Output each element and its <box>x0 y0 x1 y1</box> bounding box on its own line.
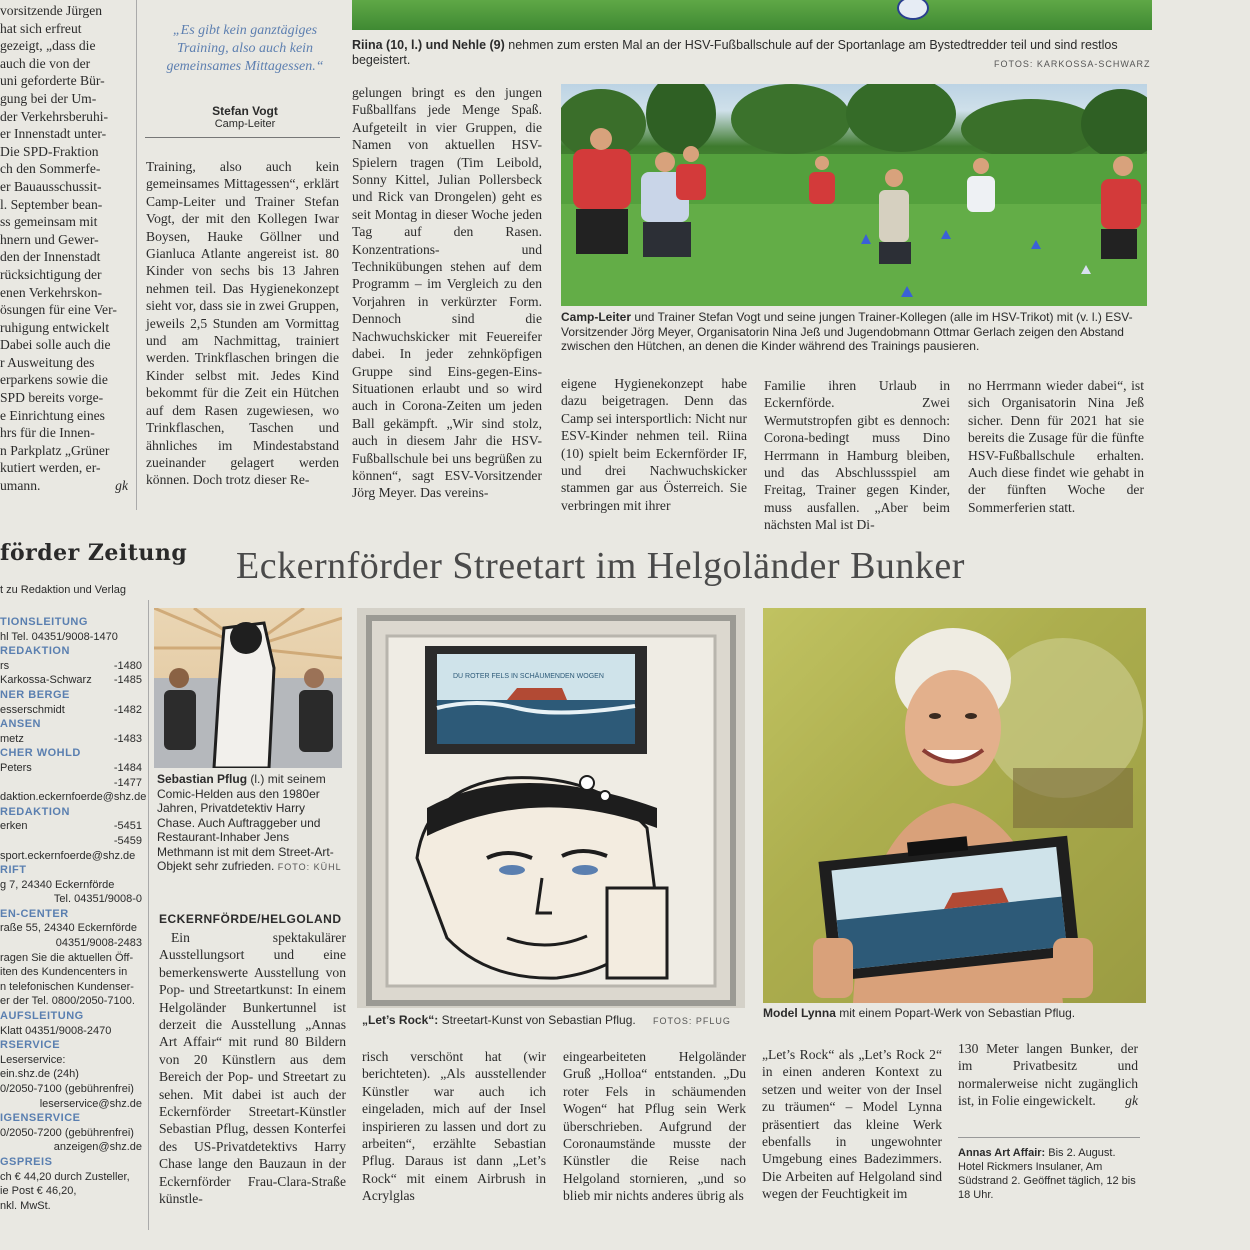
impressum-label: ein.shz.de (24h) <box>0 1068 79 1081</box>
impressum-label: ragen Sie die aktuellen Öff- <box>0 951 134 964</box>
article2-kicker: ECKERNFÖRDE/HELGOLAND <box>159 912 342 926</box>
impressum-row <box>0 834 142 849</box>
article2-col4: „Let’s Rock“ als „Let’s Rock 2“ in einen anderen Kontext zu setzen und weiter von der Insel zu träumen“ – Model Lynna präsentiert das kleine Werk ebenfalls in ungewohnter Umgebung eines Badezimmers. Die Arbeiten auf Helgoland sind wegen der Feuchtigkeit im <box>762 1047 942 1202</box>
impressum-row <box>0 878 142 893</box>
impressum-heading: AUFSLEITUNG <box>0 1010 84 1023</box>
top-photo-caption: Riina (10, l.) und Nehle (9) nehmen zum ersten Mal an der HSV-Fußballschule auf der Sportanlage am Bystedtredder teil und sind restlos begeistert. <box>352 38 1118 67</box>
model-photo <box>763 608 1146 1003</box>
impressum-row <box>0 892 142 907</box>
left-column-line: den der Innenstadt <box>0 249 101 265</box>
impressum-row <box>0 980 142 995</box>
left-column-line: er Innenstadt unter- <box>0 126 107 142</box>
quote-name: Stefan Vogt <box>212 104 278 118</box>
impressum-row <box>0 1126 142 1141</box>
article1-col1: Training, also auch kein gemeinsames Mittagessen“, erklärt Camp-Leiter und Trainer Stefan Vogt, der mit den Kollegen Iwar Boysen, Hauke Göllner und Gianluca Atlante angereist ist. 80 Kinder von sechs bis 13 Jahren nehmen teil. Das Hygienekonzept sieht vor, dass sie in zwei Gruppen, jeweils 2,5 Stunden am Vormittag und am Nachmittag, trainiert werden. Trinkflaschen bringen die Kinder selbst mit. Jedes Kind bekommt für die Zeit ein Hütchen auf dem Rasen zugewiesen, wo Trinkflaschen, Taschen und ähnliches im Mindestabstand zueinander gelagert werden können. Doch trotz dieser Re- <box>146 159 339 488</box>
impressum-row <box>0 1053 142 1068</box>
impressum-heading: GSPREIS <box>0 1155 53 1168</box>
impressum-value: -1483 <box>113 732 142 745</box>
divider <box>136 0 137 510</box>
impressum <box>0 615 147 1213</box>
impressum-heading: REDAKTION <box>0 645 70 658</box>
impressum-row <box>0 951 142 966</box>
article1-col4: Familie ihren Urlaub in Eckernförde. Zwei Wermutstropfen gibt es dennoch: Corona-bedingt muss Dino Herrmann in Hamburg bleiben, und das Abschlussspiel am Freitag, Trainer gegen Kinder, muss ausfallen. „Aber beim nächsten Mal ist Di- <box>764 378 950 533</box>
impressum-row <box>0 1199 142 1214</box>
article2-col1: Ein spektakulärer Ausstellungsort und eine bemerkenswerte Ausstellung von Pop- und Streetartkunst: In einem Helgoländer Bunkertunnel ist derzeit die Ausstellung „Annas Art Affair“ mit rund 80 Bildern von 20 Künstlern aus dem Bereich der Pop- und Streetart zu sehen. Mit dabei ist auch der Eckernförder Streetart-Künstler Sebastian Pflug, dessen Konterfei des US-Privatdetektivs Harry Chase lange den Bauzaun in der Eckernförder Frau-Clara-Straße künstle- <box>159 930 346 1207</box>
impressum-row <box>0 994 142 1009</box>
impressum-row <box>0 1082 142 1097</box>
left-column-line: e Einrichtung eines <box>0 407 105 423</box>
left-column-line: SPD bereits vorge- <box>0 390 104 406</box>
left-column-line: rücksichtigung der <box>0 266 102 282</box>
divider <box>148 600 149 1230</box>
pull-quote: „Es gibt kein ganztägiges Training, also auch kein gemeinsames Mittagessen.“ <box>166 23 324 74</box>
impressum-heading: NER BERGE <box>0 688 70 701</box>
impressum-row <box>0 921 142 936</box>
article1-col3: eigene Hygienekonzept habe dazu beigetragen. Denn das Camp sei intersportlich: Nicht nur ESV-Kinder nehmen teil. Riina (10) spielt beim Eckernförder IF, und drei Nachwuchskicker stammen gar aus Österreich. Sie verbringen mit ihrer <box>561 376 747 513</box>
impressum-label: er der Tel. 0800/2050-7100. <box>0 995 135 1008</box>
left-column-line: hnern und Gewer- <box>0 231 99 247</box>
impressum-heading: TIONSLEITUNG <box>0 616 88 628</box>
quote-rule <box>145 137 340 138</box>
left-column-line: gezeigt, „dass die <box>0 38 96 54</box>
left-column-line: l. September bean- <box>0 196 103 212</box>
impressum-value: -1482 <box>113 703 142 716</box>
article2-col3: eingearbeiteten Helgoländer Gruß „Holloa“ entstanden. „Du roter Fels in schäumenden Wogen“ hat Pflug sein Werk überschrieben. Aufgrund der Coronaumstände musste der Künstler die Reise nach Helgoland stornieren, „und so blieb mir nichts anderes übrig als <box>563 1049 746 1204</box>
left-column-line: ch den Sommerfe- <box>0 161 101 177</box>
impressum-row <box>0 703 142 718</box>
svg-text:DU ROTER FELS IN SCHÄUMENDEN W: DU ROTER FELS IN SCHÄUMENDEN WOGEN <box>453 673 604 680</box>
model-scene <box>763 608 1146 1003</box>
left-column-line: ruhigung entwickelt <box>0 319 110 335</box>
impressum-row <box>0 630 142 645</box>
impressum-row <box>0 732 142 747</box>
impressum-label: esserschmidt <box>0 703 65 716</box>
article1-col5: no Herrmann wieder dabei“, ist sich Organisatorin Nina Jeß sicher. Denn für 2021 hat sie bereits die Zusage für die fünfte HSV-Fußballschule erhalten. Auch diese findet wie gehabt in der fünften Woche der Sommerferien statt. <box>968 378 1144 515</box>
left-column-line: hrs für die Innen- <box>0 425 95 441</box>
impressum-row <box>0 965 142 980</box>
artwork-photo <box>357 608 745 1008</box>
impressum-row <box>0 761 142 776</box>
artist-photo-scene <box>154 608 342 768</box>
impressum-heading: EN-CENTER <box>0 907 69 920</box>
impressum-label: sport.eckernfoerde@shz.de <box>0 849 136 862</box>
author-initials: gk <box>115 478 128 494</box>
impressum-row <box>0 936 142 951</box>
left-column-line: n Parkplatz „Grüner <box>0 442 110 458</box>
impressum-heading: RIFT <box>0 864 27 877</box>
impressum-row <box>0 819 142 834</box>
article2-col5: 130 Meter langen Bunker, der im Privatbesitz und normalerweise nicht zugänglich ist, in Folie eingewickelt. gk <box>958 1041 1138 1109</box>
artwork-scene <box>357 608 745 1008</box>
impressum-row <box>0 849 142 864</box>
impressum-label: 0/2050-7100 (gebührenfrei) <box>0 1083 134 1095</box>
left-column-line: ss gemeinsam mit <box>0 214 98 230</box>
left-column-line: r Ausweitung des <box>0 354 95 370</box>
impressum-row <box>0 1097 142 1112</box>
impressum-heading: IGENSERVICE <box>0 1112 81 1125</box>
left-column-line: auch die von der <box>0 55 91 71</box>
info-box: Annas Art Affair: Bis 2. August. Hotel Rickmers Insulaner, Am Südstrand 2. Geöffnet täglich, 12 bis 18 Uhr. <box>958 1147 1136 1201</box>
left-column-line: kutiert werden, er- <box>0 460 101 476</box>
impressum-label: g 7, 24340 Eckernförde <box>0 878 115 891</box>
impressum-row <box>0 776 142 791</box>
quote-role: Camp-Leiter <box>214 118 276 130</box>
left-column-line: vorsitzende Jürgen <box>0 3 103 18</box>
impressum-row <box>0 659 142 674</box>
left-column-line: hat sich erfreut <box>0 20 82 36</box>
left-column-line: enen Verkehrskon- <box>0 284 103 300</box>
impressum-value: -1480 <box>113 659 142 672</box>
impressum-row <box>0 1024 142 1039</box>
top-photo <box>352 0 1152 30</box>
left-column-line: erparkens sowie die <box>0 372 108 388</box>
team-photo-scene <box>561 84 1147 306</box>
impressum-row <box>0 1170 142 1185</box>
impressum-label: Leserservice: <box>0 1053 66 1066</box>
left-column-text <box>0 2 128 502</box>
left-column-line: gung bei der Um- <box>0 90 97 106</box>
left-column-line: Die SPD-Fraktion <box>0 143 99 159</box>
impressum-label: raße 55, 24340 Eckernförde <box>0 922 137 935</box>
artist-photo-caption: Sebastian Pflug (l.) mit seinem Comic-Helden aus den 1980er Jahren, Privatdetektiv Harry Chase. Auch Auftraggeber und Restaurant-Inhaber Jens Methmann ist mit dem Street-Art-Objekt sehr zufrieden. FOTO: KÜHL <box>157 772 342 873</box>
team-photo <box>561 84 1147 306</box>
impressum-label: Peters <box>0 761 32 774</box>
impressum-label: hl Tel. 04351/9008-1470 <box>0 630 118 643</box>
impressum-value: 04351/9008-2483 <box>55 937 142 950</box>
impressum-label: n telefonischen Kundenser- <box>0 980 134 993</box>
impressum-heading: CHER WOHLD <box>0 747 81 760</box>
impressum-row <box>0 1184 142 1199</box>
impressum-heading: RSERVICE <box>0 1039 61 1052</box>
impressum-value: -5451 <box>113 820 142 833</box>
headline: Eckernförder Streetart im Helgoländer Bunker <box>236 545 965 587</box>
left-column-line: ösungen für eine Ver- <box>0 302 117 318</box>
masthead-sub: t zu Redaktion und Verlag <box>0 584 126 596</box>
impressum-label: Klatt 04351/9008-2470 <box>0 1024 112 1037</box>
impressum-row <box>0 1140 142 1155</box>
impressum-value: -1485 <box>113 674 142 687</box>
impressum-label: nkl. MwSt. <box>0 1199 51 1212</box>
impressum-row <box>0 1067 142 1082</box>
impressum-heading: ANSEN <box>0 718 42 731</box>
top-photo-credit: FOTOS: KARKOSSA-SCHWARZ <box>994 59 1151 69</box>
artwork-photo-caption: „Let’s Rock“: Streetart-Kunst von Sebastian Pflug. FOTOS: PFLUG <box>362 1013 731 1027</box>
impressum-value: anzeigen@shz.de <box>53 1141 142 1154</box>
impressum-label: ie Post € 46,20, <box>0 1185 77 1198</box>
impressum-label: metz <box>0 732 24 745</box>
impressum-label: iten des Kundencenters in <box>0 966 128 979</box>
artist-photo <box>154 608 342 768</box>
impressum-value: Tel. 04351/9008-0 <box>53 893 142 906</box>
impressum-value: -5459 <box>113 834 142 847</box>
impressum-label: rs <box>0 659 10 672</box>
left-column-line: uni geforderte Bür- <box>0 73 105 89</box>
impressum-row <box>0 790 147 805</box>
left-column-line: umann. gk <box>0 478 128 494</box>
left-column-line: er Bauausschussit- <box>0 178 102 194</box>
impressum-heading: REDAKTION <box>0 805 70 818</box>
masthead: förder Zeitung <box>0 540 188 566</box>
impressum-value: -1484 <box>113 761 142 774</box>
impressum-label: 0/2050-7200 (gebührenfrei) <box>0 1126 134 1139</box>
impressum-label: Karkossa-Schwarz <box>0 674 92 687</box>
impressum-value: -1477 <box>113 776 142 789</box>
model-photo-caption: Model Lynna mit einem Popart-Werk von Sebastian Pflug. <box>763 1006 1076 1020</box>
impressum-label: ch € 44,20 durch Zusteller, <box>0 1170 130 1183</box>
impressum-value: leserservice@shz.de <box>39 1097 142 1110</box>
article2-col2: risch verschönt hat (wir berichteten). „Als ausstellender Künstler war auch ich eingeladen, mich auf der Insel inspirieren zu lassen und dort zu arbeiten“, erzählte Sebastian Pflug. Daraus ist dann „Let’s Rock“ mit einem Airbrush in Acrylglas <box>362 1049 546 1204</box>
article1-col2: gelungen bringt es den jungen Fußballfans jede Menge Spaß. Aufgeteilt in vier Gruppen, die Namen von aktuellen HSV-Spielern tragen (Tim Leibold, Sonny Kittel, Julian Pollersbeck und Rick van Drongelen) geht es seit Montag in dieser Woche jeden Tag auf den Rasen. Konzentrations- und Technikübungen stehen auf dem Programm – im Vergleich zu den Vorjahren in verkürzter Form. Dennoch sind die Nachwuchskicker mit Feuereifer dabei. In jeder zehnköpfigen Gruppe sind Eins-gegen-Eins-Situationen erlaubt und so wird auch in Corona-Zeiten um jeden Ball gekämpft. „Wir sind stolz, auch in diesem Jahr die HSV-Fußballschule bei uns begrüßen zu können“, sagt ESV-Vorsitzender Jörg Meyer. Das vereins- <box>352 85 542 501</box>
impressum-row <box>0 673 142 688</box>
impressum-label: erken <box>0 820 28 833</box>
info-rule <box>958 1137 1140 1138</box>
team-photo-caption: Camp-Leiter und Trainer Stefan Vogt und seine jungen Trainer-Kollegen (alle im HSV-Trikot) mit (v. l.) ESV-Vorsitzender Jörg Meyer, Organisatorin Nina Jeß und Jugendobmann Ottmar Gerlach zeigen den Abstand zwischen den Hütchen, an denen die Kinder während des Trainings pausieren. <box>561 310 1133 353</box>
left-column-line: der Verkehrsberuhi- <box>0 108 109 124</box>
impressum-label: daktion.eckernfoerde@shz.de <box>0 791 147 804</box>
left-column-line: Dabei solle auch die <box>0 337 111 353</box>
